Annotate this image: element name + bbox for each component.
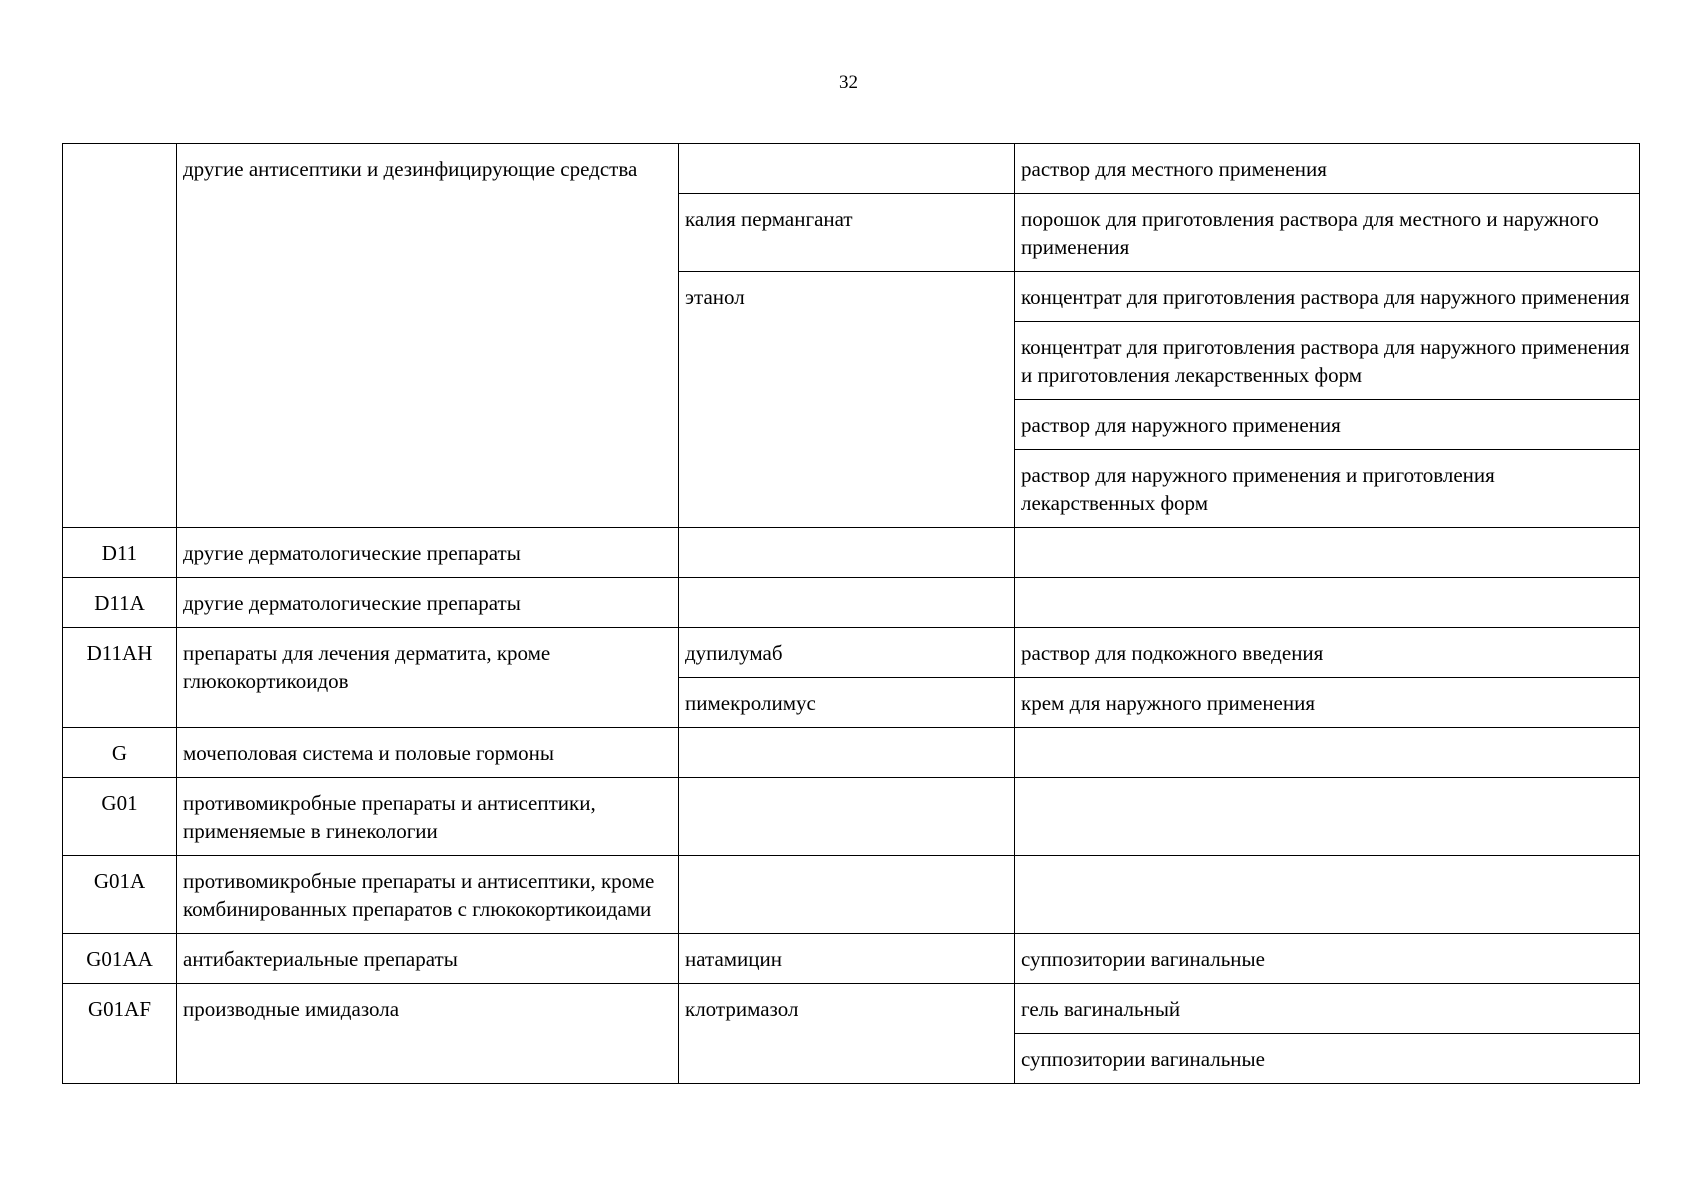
drug-name-cell: клотримазол — [679, 984, 1015, 1084]
dosage-form-cell: гель вагинальный — [1015, 984, 1640, 1034]
dosage-form-cell: концентрат для приготовления раствора для наружного применения и приготовления лекарственных форм — [1015, 322, 1640, 400]
atc-code-cell: G01AA — [63, 934, 177, 984]
table-row — [63, 778, 1640, 856]
group-name-cell: противомикробные препараты и антисептики, применяемые в гинекологии — [177, 778, 679, 856]
drug-name-cell: пимекролимус — [679, 678, 1015, 728]
drug-name-cell: натамицин — [679, 934, 1015, 984]
dosage-form-cell — [1015, 856, 1640, 934]
dosage-form-cell: раствор для наружного применения и приготовления лекарственных форм — [1015, 450, 1640, 528]
group-name-cell: другие антисептики и дезинфицирующие средства — [177, 144, 679, 528]
dosage-form-cell — [1015, 578, 1640, 628]
group-name-cell: другие дерматологические препараты — [177, 528, 679, 578]
drug-name-cell — [679, 144, 1015, 194]
atc-code-cell: G01A — [63, 856, 177, 934]
dosage-form-cell: суппозитории вагинальные — [1015, 1034, 1640, 1084]
drug-name-cell — [679, 728, 1015, 778]
group-name-cell: мочеполовая система и половые гормоны — [177, 728, 679, 778]
dosage-form-cell: порошок для приготовления раствора для местного и наружного применения — [1015, 194, 1640, 272]
atc-code-cell: D11 — [63, 528, 177, 578]
dosage-form-cell — [1015, 728, 1640, 778]
medication-table — [62, 143, 1640, 1084]
group-name-cell: другие дерматологические препараты — [177, 578, 679, 628]
atc-code-cell: G01AF — [63, 984, 177, 1084]
atc-code-cell: D11AH — [63, 628, 177, 728]
atc-code-cell — [63, 144, 177, 528]
dosage-form-cell: крем для наружного применения — [1015, 678, 1640, 728]
table-row — [63, 934, 1640, 984]
drug-name-cell: калия перманганат — [679, 194, 1015, 272]
dosage-form-cell: раствор для подкожного введения — [1015, 628, 1640, 678]
group-name-cell: производные имидазола — [177, 984, 679, 1084]
drug-name-cell — [679, 528, 1015, 578]
drug-name-cell — [679, 578, 1015, 628]
drug-name-cell — [679, 778, 1015, 856]
table-row — [63, 578, 1640, 628]
atc-code-cell: D11A — [63, 578, 177, 628]
group-name-cell: препараты для лечения дерматита, кроме глюкокортикоидов — [177, 628, 679, 728]
atc-code-cell: G — [63, 728, 177, 778]
page-number: 32 — [839, 72, 858, 93]
table-row — [63, 856, 1640, 934]
dosage-form-cell: концентрат для приготовления раствора для наружного применения — [1015, 272, 1640, 322]
dosage-form-cell: раствор для наружного применения — [1015, 400, 1640, 450]
table-row — [63, 984, 1640, 1034]
dosage-form-cell — [1015, 528, 1640, 578]
group-name-cell: противомикробные препараты и антисептики, кроме комбинированных препаратов с глюкокортикоидами — [177, 856, 679, 934]
table-row — [63, 528, 1640, 578]
table-row — [63, 144, 1640, 194]
table-row — [63, 628, 1640, 678]
atc-code-cell: G01 — [63, 778, 177, 856]
dosage-form-cell: раствор для местного применения — [1015, 144, 1640, 194]
drug-name-cell — [679, 856, 1015, 934]
dosage-form-cell — [1015, 778, 1640, 856]
drug-name-cell: этанол — [679, 272, 1015, 528]
dosage-form-cell: суппозитории вагинальные — [1015, 934, 1640, 984]
table-row — [63, 728, 1640, 778]
drug-name-cell: дупилумаб — [679, 628, 1015, 678]
group-name-cell: антибактериальные препараты — [177, 934, 679, 984]
